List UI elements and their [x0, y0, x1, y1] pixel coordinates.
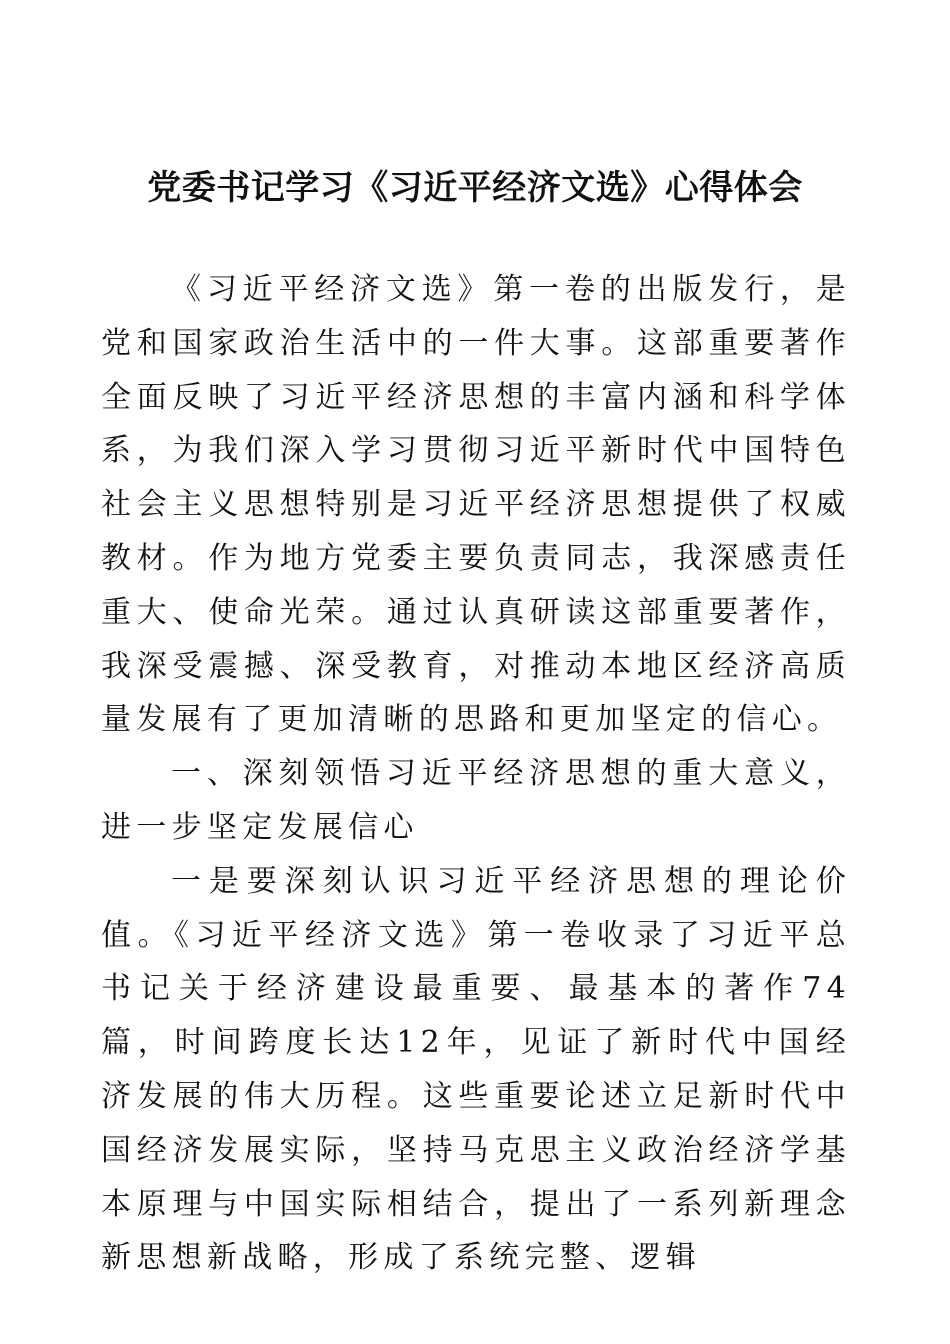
body-paragraph: 一是要深刻认识习近平经济思想的理论价值。《习近平经济文选》第一卷收录了习近平总书记关于经济建设最重要、最基本的著作74篇，时间跨度长达12年，见证了新时代中国经济发展的伟大历程。这些重要论述立足新时代中国经济发展实际，坚持马克思主义政治经济学基本原理与中国实际相结合，提出了一系列新理念新思想新战略，形成了系统完整、逻辑: [101, 863, 851, 1276]
section-heading-1: 一、深刻领悟习近平经济思想的重大意义，进一步坚定发展信心: [101, 756, 851, 845]
intro-paragraph: 《习近平经济文选》第一卷的出版发行，是党和国家政治生活中的一件大事。这部重要著作全面反映了习近平经济思想的丰富内涵和科学体系，为我们深入学习贯彻习近平新时代中国特色社会主义思想特别是习近平经济思想提供了权威教材。作为地方党委主要负责同志，我深感责任重大、使命光荣。通过认真研读这部重要著作，我深受震撼、深受教育，对推动本地区经济高质量发展有了更加清晰的思路和更加坚定的信心。: [101, 272, 851, 738]
document-body: [101, 263, 851, 1285]
document-title: 党委书记学习《习近平经济文选》心得体会: [147, 168, 803, 208]
